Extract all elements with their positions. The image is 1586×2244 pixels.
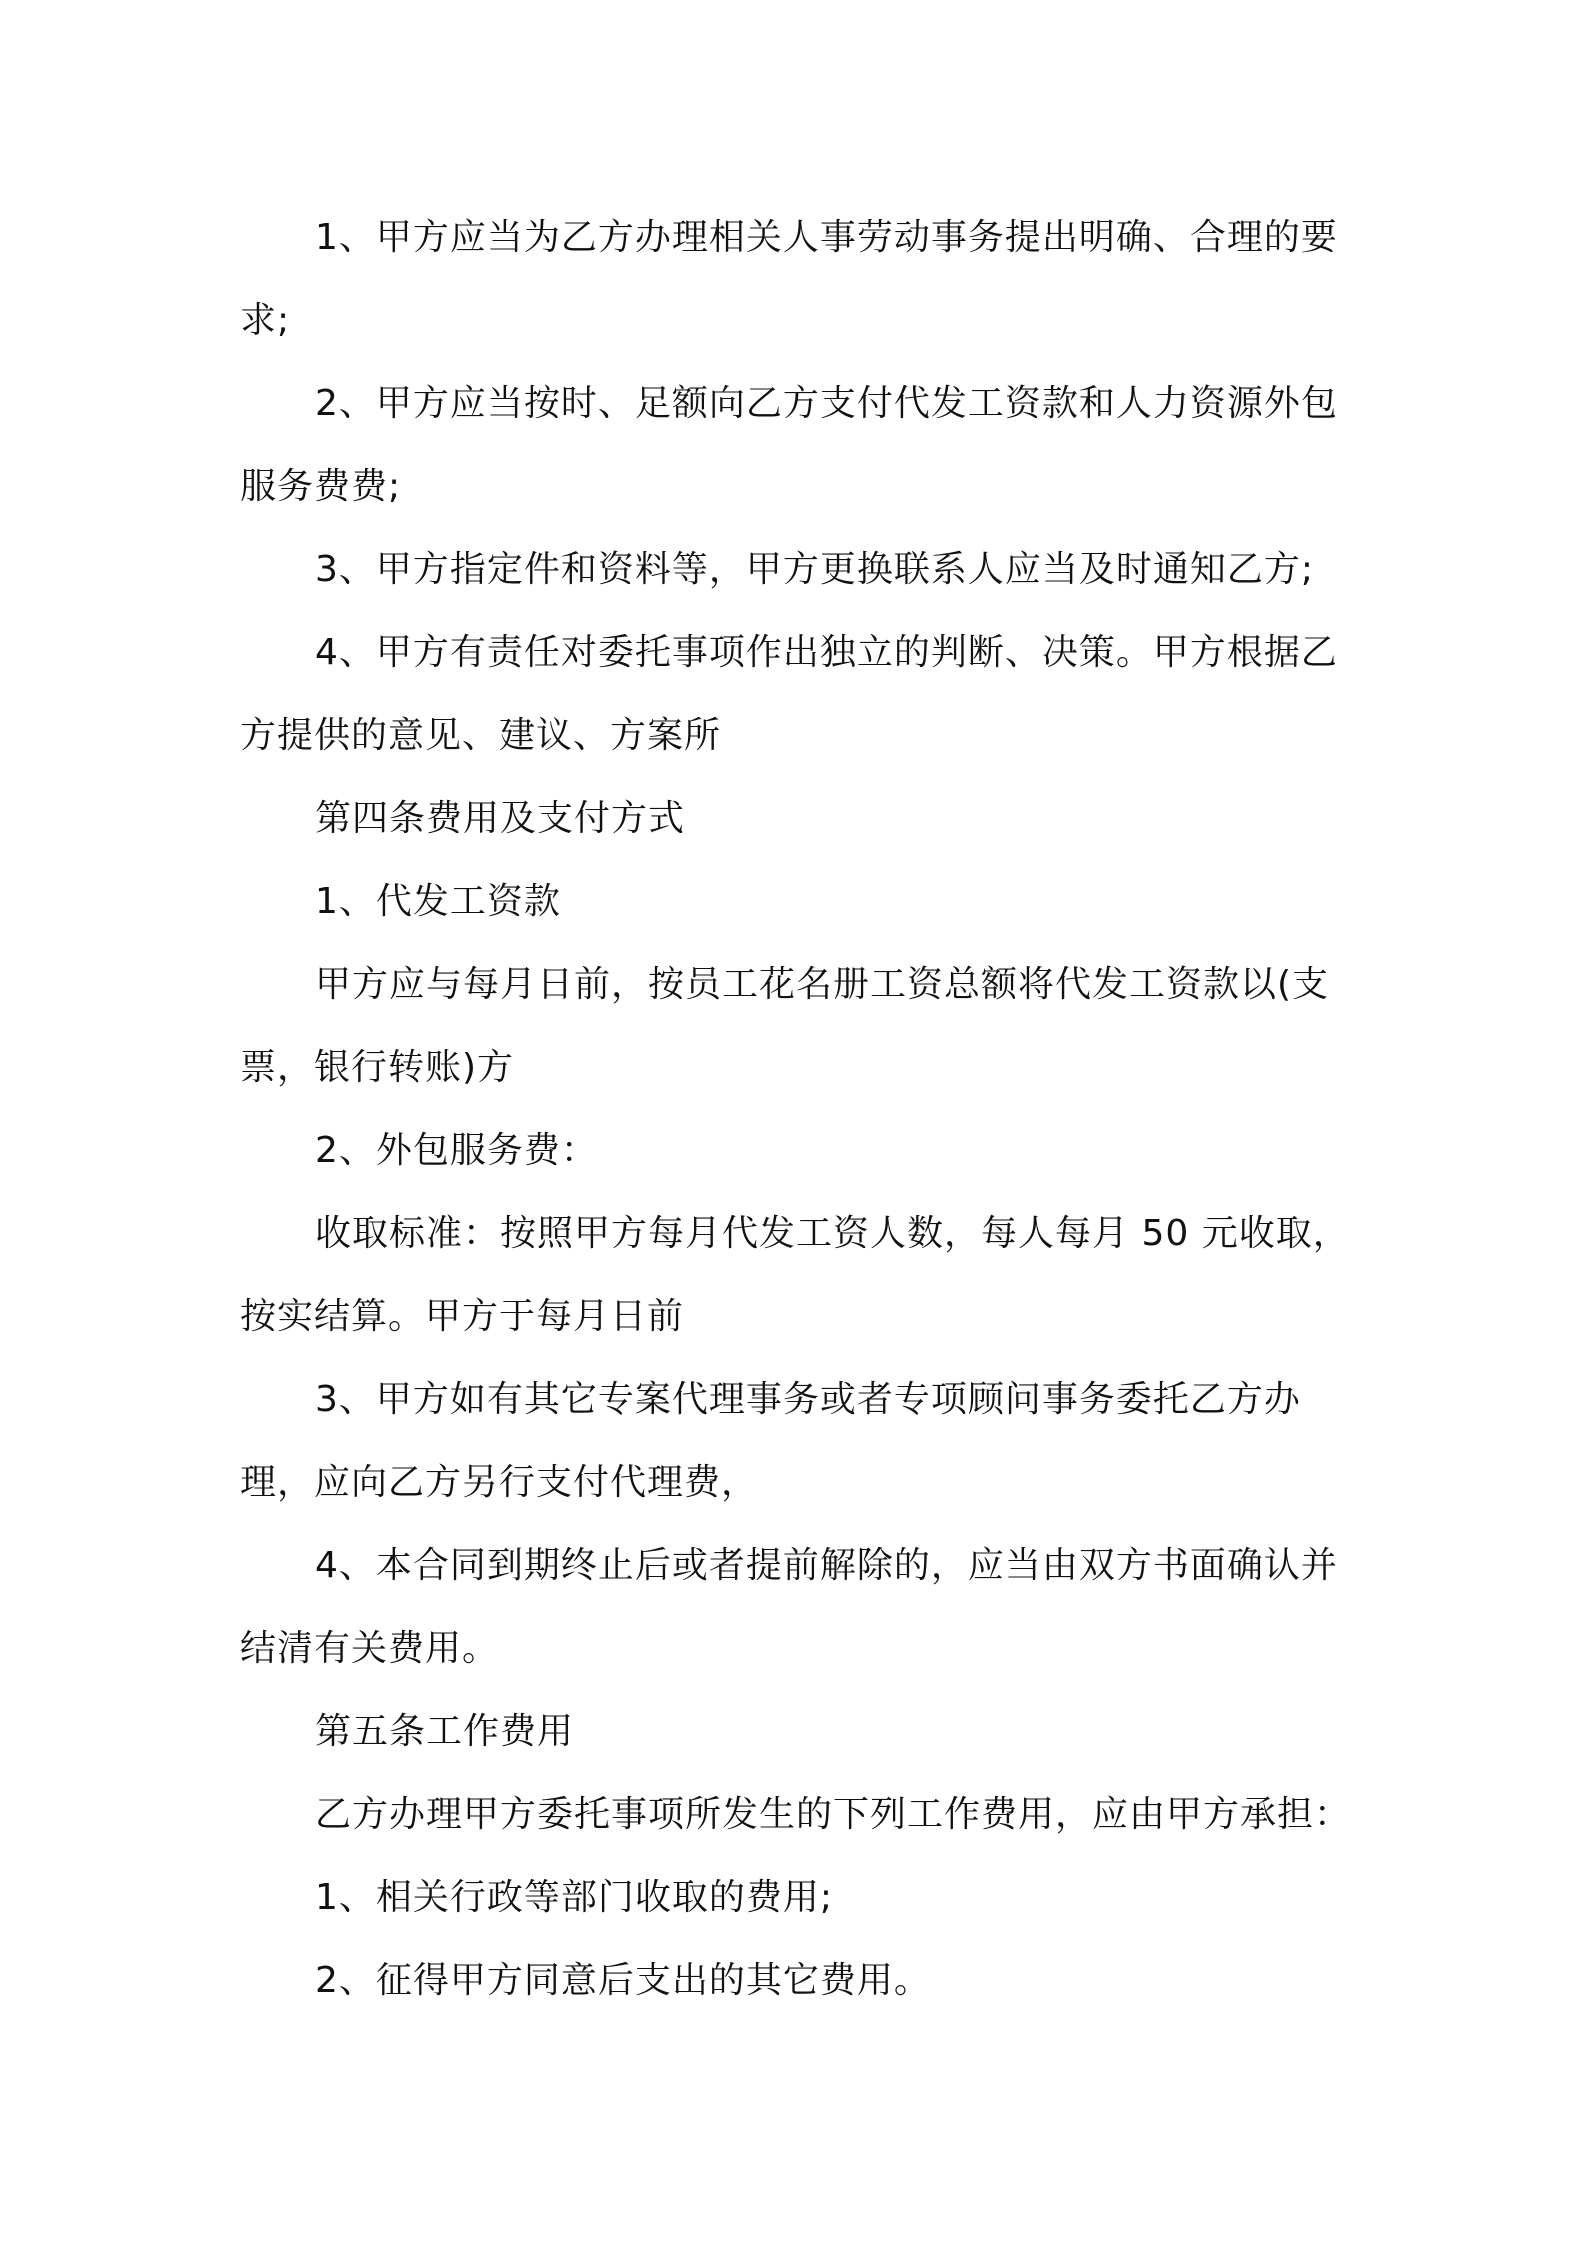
clause-paragraph: 2、征得甲方同意后支出的其它费用。 (315, 1960, 931, 2001)
clause-paragraph: 2、甲方应当按时、足额向乙方支付代发工资款和人力资源外包服务费费; (240, 383, 1338, 507)
clause-paragraph: 4、本合同到期终止后或者提前解除的，应当由双方书面确认并结清有关费用。 (240, 1545, 1338, 1669)
clause-paragraph: 4、甲方有责任对委托事项作出独立的判断、决策。甲方根据乙方提供的意见、建议、方案所 (240, 632, 1338, 756)
clause-paragraph: 1、代发工资款 (315, 881, 561, 922)
clause-paragraph: 1、相关行政等部门收取的费用; (315, 1877, 834, 1918)
clause-paragraph: 1、甲方应当为乙方办理相关人事劳动事务提出明确、合理的要求; (240, 217, 1338, 341)
document-body (240, 196, 1360, 2022)
clause-paragraph: 乙方办理甲方委托事项所发生的下列工作费用，应由甲方承担： (315, 1794, 1352, 1835)
clause-paragraph: 甲方应与每月日前，按员工花名册工资总额将代发工资款以(支票，银行转账)方 (240, 964, 1330, 1088)
section-heading: 第五条工作费用 (315, 1711, 575, 1752)
section-heading: 第四条费用及支付方式 (315, 798, 686, 839)
clause-paragraph: 3、甲方指定件和资料等，甲方更换联系人应当及时通知乙方; (315, 549, 1315, 590)
clause-paragraph: 收取标准：按照甲方每月代发工资人数，每人每月 50 元收取，按实结算。甲方于每月日前 (240, 1213, 1350, 1337)
clause-paragraph: 2、外包服务费： (315, 1130, 598, 1171)
clause-paragraph: 3、甲方如有其它专案代理事务或者专项顾问事务委托乙方办理，应向乙方另行支付代理费， (240, 1379, 1301, 1503)
